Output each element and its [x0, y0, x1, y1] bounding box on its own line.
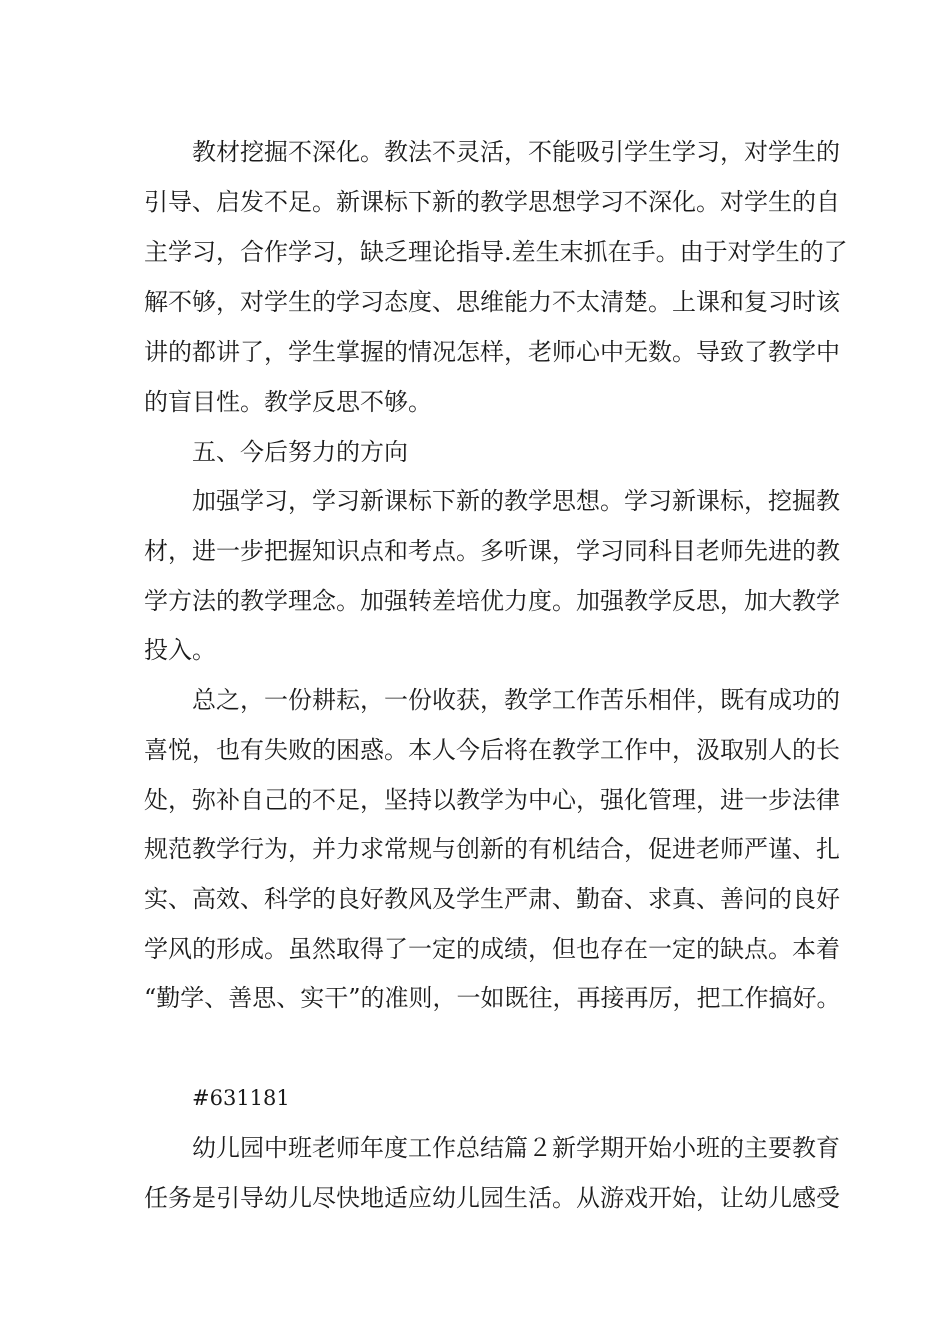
paragraph-2-line-2: 材，进一步把握知识点和考点。多听课，学习同科目老师先进的教: [144, 537, 840, 565]
section-heading: 五、今后努力的方向: [192, 438, 408, 466]
paragraph-2-line-4: 投入。: [144, 636, 216, 664]
paragraph-3-line-2: 喜悦，也有失败的困惑。本人今后将在教学工作中，汲取别人的长: [144, 736, 840, 764]
paragraph-1-line-4: 解不够，对学生的学习态度、思维能力不太清楚。上课和复习时该: [144, 288, 840, 316]
paragraph-1-line-2: 引导、启发不足。新课标下新的教学思想学习不深化。对学生的自: [144, 188, 840, 216]
paragraph-1-line-3: 主学习，合作学习，缺乏理论指导.差生末抓在手。由于对学生的了: [144, 238, 848, 266]
paragraph-4-line-2: 任务是引导幼儿尽快地适应幼儿园生活。从游戏开始，让幼儿感受: [144, 1184, 840, 1212]
paragraph-3-line-4: 规范教学行为，并力求常规与创新的有机结合，促进老师严谨、扎: [144, 835, 840, 863]
paragraph-3-line-7: “勤学、善思、实干”的准则，一如既往，再接再厉，把工作搞好。: [144, 984, 841, 1012]
paragraph-2-line-1: 加强学习，学习新课标下新的教学思想。学习新课标，挖掘教: [192, 487, 840, 515]
paragraph-1-line-6: 的盲目性。教学反思不够。: [144, 388, 432, 416]
paragraph-3-line-3: 处，弥补自己的不足，坚持以教学为中心，强化管理，进一步法律: [144, 786, 840, 814]
paragraph-1-line-1: 教材挖掘不深化。教法不灵活，不能吸引学生学习，对学生的: [192, 138, 840, 166]
paragraph-3-line-6: 学风的形成。虽然取得了一定的成绩，但也存在一定的缺点。本着: [144, 935, 840, 963]
paragraph-1-line-5: 讲的都讲了，学生掌握的情况怎样，老师心中无数。导致了教学中: [144, 338, 840, 366]
paragraph-4-line-1: 幼儿园中班老师年度工作总结篇２新学期开始小班的主要教育: [192, 1134, 840, 1162]
paragraph-2-line-3: 学方法的教学理念。加强转差培优力度。加强教学反思，加大教学: [144, 587, 840, 615]
paragraph-3-line-1: 总之，一份耕耘，一份收获，教学工作苦乐相伴，既有成功的: [192, 686, 840, 714]
document-id: #631181: [192, 1086, 290, 1110]
paragraph-3-line-5: 实、高效、科学的良好教风及学生严肃、勤奋、求真、善问的良好: [144, 885, 840, 913]
